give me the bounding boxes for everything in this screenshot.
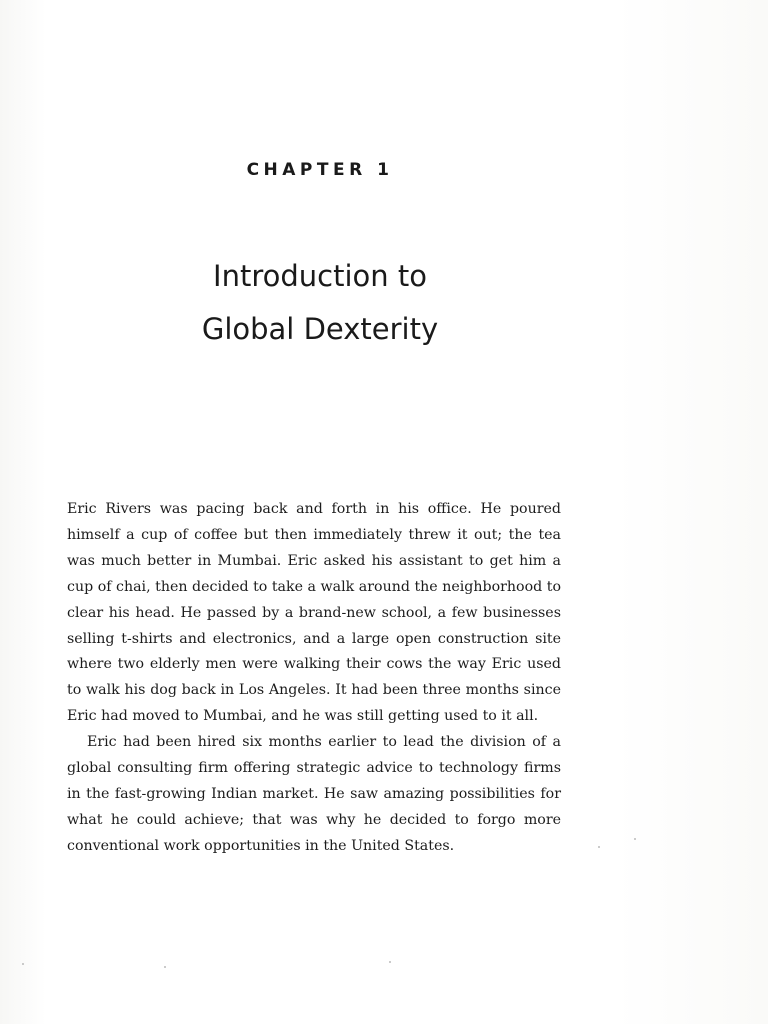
scan-speck [598,846,600,848]
scan-speck [22,963,24,965]
scan-speck [164,966,166,968]
body-text [67,497,561,860]
chapter-title [0,250,640,356]
scan-speck [634,838,636,840]
chapter-label: CHAPTER 1 [246,160,394,180]
chapter-title-line-2: Global Dexterity [201,312,439,346]
chapter-title-line-1: Introduction to [213,259,427,293]
scan-speck [389,961,391,963]
paragraph-2: Eric had been hired six months earlier to lead the division of a global consulting firm offering strategic advice to technology firms in the fast-growing Indian market. He saw amazing possibilities for what he could achieve; that was why he decided to forgo more conventional work opportunities in the United States. [67,734,561,854]
paragraph-1: Eric Rivers was pacing back and forth in his office. He poured himself a cup of coffee but then immediately threw it out; the tea was much better in Mumbai. Eric asked his assistant to get him a cup of chai, then decided to take a walk around the neighborhood to clear his head. He passed by a brand-new school, a few businesses selling t-shirts and electronics, and a large open construction site where two elderly men were walking their cows the way Eric used to walk his dog back in Los Angeles. It had been three months since Eric had moved to Mumbai, and he was still getting used to it all. [67,501,561,725]
